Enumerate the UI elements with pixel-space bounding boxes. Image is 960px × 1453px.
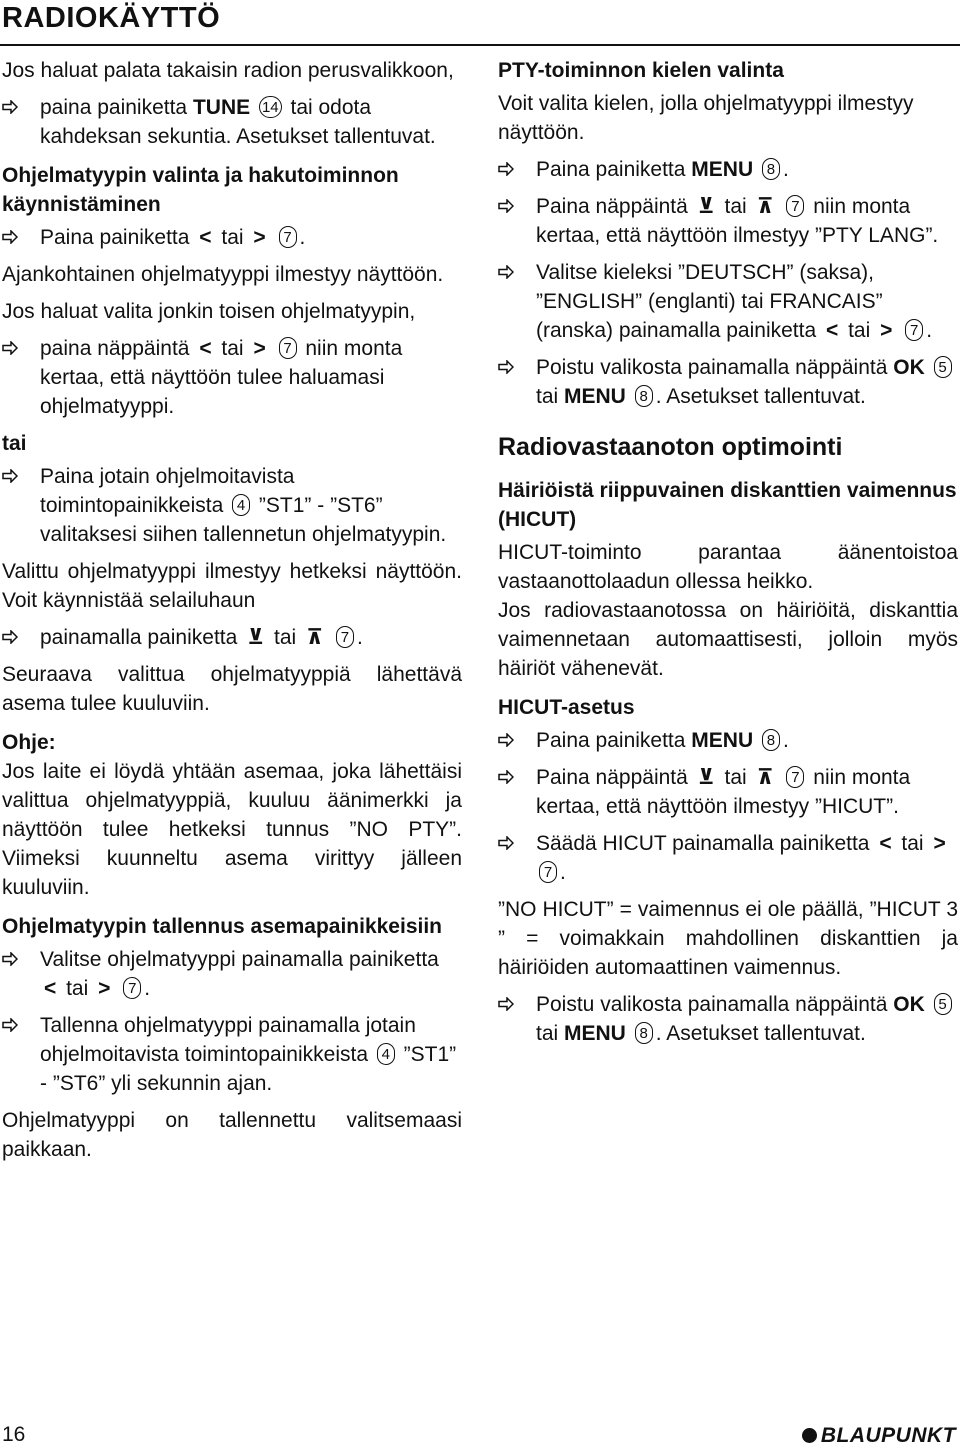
instruction-item [2,462,462,549]
instruction-text: tai [536,385,565,408]
arrow-icon [498,836,514,850]
key-number-badge: 4 [232,494,250,516]
right-arrow-key-icon: > [253,226,266,249]
key-number-badge: 14 [259,96,282,118]
paragraph: Valittu ohjelmatyyppi ilmestyy hetkeksi näyttöön. Voit käynnistää selailuhaun [2,560,462,612]
instruction-text: Säädä HICUT painamalla painiketta [536,832,876,855]
paragraph: Ajankohtainen ohjelmatyyppi ilmestyy näyttöön. [2,263,444,286]
up-key-icon: ⊼ [756,195,774,218]
button-name: OK [893,993,925,1016]
instruction-text: tai [536,1022,565,1045]
instruction-item [2,223,462,252]
key-number-badge: 8 [635,385,653,407]
left-arrow-key-icon: < [44,977,57,1000]
arrow-icon [498,162,514,176]
arrow-icon [2,1018,18,1032]
instruction-item [2,623,462,652]
note-text: Jos laite ei löydä yhtään asemaa, joka lähettäisi valittua ohjelmatyyppiä, kuuluu äänimerkki ja näyttöön tulee hetkeksi tunnus ”NO PTY”. Viimeksi kuunneltu asema virittyy jälleen kuuluviin. [2,760,462,899]
instruction-item [498,829,958,887]
instruction-text: niin monta kertaa, että näyttöön ilmestyy ”PTY LANG”. [536,195,939,247]
right-column [498,56,958,1056]
arrow-icon [2,100,18,114]
instruction-text: Paina näppäintä [536,766,694,789]
section-title: Radiovastaanoton optimointi [498,433,843,461]
key-number-badge: 5 [934,993,952,1015]
instruction-text: . Asetukset tallentuvat. [655,385,866,408]
instruction-text: paina painiketta [40,96,193,119]
instruction-text: . [356,626,363,649]
left-arrow-key-icon: < [199,226,212,249]
arrow-icon [498,360,514,374]
instruction-text: tai [718,195,753,218]
instruction-text: . [299,226,306,249]
instruction-item [498,763,958,821]
instruction-text: . [144,977,151,1000]
left-arrow-key-icon: < [825,319,839,342]
down-key-icon: ⊻ [697,766,715,789]
instruction-item [498,192,958,250]
instruction-text: tai odota kahdeksan sekuntia. Asetukset tallentuvat. [40,96,436,148]
button-name: MENU [691,158,754,181]
arrow-icon [498,265,514,279]
paragraph: Jos haluat palata takaisin radion perusvalikkoon, [2,59,454,82]
instruction-item [2,1011,462,1098]
arrow-icon [498,733,514,747]
instruction-text: niin monta kertaa, että näyttöön ilmestyy ”HICUT”. [536,766,911,818]
paragraph: Ohjelmatyyppi on tallennettu valitsemaasi paikkaan. [2,1109,462,1161]
instruction-text: . Asetukset tallentuvat. [655,1022,866,1045]
page-number: 16 [2,1423,26,1446]
instruction-item [498,990,958,1048]
right-arrow-key-icon: > [253,337,266,360]
instruction-item [2,334,462,421]
key-number-badge: 7 [123,977,141,999]
paragraph: Jos haluat valita jonkin toisen ohjelmatyypin, [2,300,416,323]
key-number-badge: 7 [786,766,804,788]
key-number-badge: 7 [786,195,804,217]
right-arrow-key-icon: > [98,977,111,1000]
instruction-item [2,93,462,151]
brand-dot-icon [802,1428,817,1443]
instruction-text: tai [842,319,877,342]
instruction-item [498,155,958,184]
paragraph: Seuraava valittua ohjelmatyyppiä lähettävä asema tulee kuuluviin. [2,663,462,715]
instruction-text: paina näppäintä [40,337,196,360]
instruction-text: tai [60,977,95,1000]
section-heading: PTY-toiminnon kielen valinta [498,59,784,82]
arrow-icon [2,341,18,355]
key-number-badge: 7 [539,861,557,883]
section-heading: HICUT-asetus [498,696,635,719]
instruction-text: Paina painiketta [536,729,692,752]
instruction-text: niin monta kertaa, että näyttöön tulee haluamasi ohjelmatyyppi. [40,337,403,418]
left-arrow-key-icon: < [879,832,892,855]
note-heading: Ohje: [2,731,56,754]
left-column [2,56,462,1172]
instruction-item [498,258,958,345]
instruction-text: . [782,729,789,752]
instruction-text: Valitse kieleksi ”DEUTSCH” (saksa), ”ENGLISH” (englanti) tai FRANCAIS” (ranska) painamalla painiketta [536,261,883,342]
key-number-badge: 7 [279,337,297,359]
instruction-text: painamalla painiketta [40,626,244,649]
arrow-icon [2,630,18,644]
instruction-text: tai [215,226,250,249]
button-name: MENU [564,1022,626,1045]
instruction-text: Tallenna ohjelmatyyppi painamalla jotain ohjelmoitavista toimintopainikkeista [40,1014,416,1066]
title-rule [0,44,960,46]
instruction-text: . [782,158,789,181]
button-name: TUNE [192,96,251,119]
instruction-item [498,353,958,411]
paragraph: Voit valita kielen, jolla ohjelmatyyppi ilmestyy näyttöön. [498,92,914,144]
paragraph: ”NO HICUT” = vaimennus ei ole päällä, ”HICUT 3 ” = voimakkain mahdollinen diskanttien ja häiriöiden automaattinen vaimennus. [498,898,958,979]
instruction-item [2,945,462,1003]
instruction-text: . [926,319,933,342]
down-key-icon: ⊻ [697,195,715,218]
instruction-text: tai [268,626,303,649]
instruction-text: tai [215,337,250,360]
instruction-text: Poistu valikosta painamalla näppäintä [536,993,894,1016]
instruction-text: . [560,861,566,884]
button-name: MENU [691,729,754,752]
brand-logo [802,1424,956,1448]
key-number-badge: 8 [762,158,780,180]
arrow-icon [498,770,514,784]
instruction-text: ”ST1” - ”ST6” yli sekunnin ajan. [40,1043,457,1095]
instruction-text: Valitse ohjelmatyyppi painamalla painiketta [40,948,439,971]
or-label: tai [2,432,27,455]
key-number-badge: 4 [377,1043,395,1065]
button-name: OK [893,356,925,379]
left-arrow-key-icon: < [199,337,212,360]
arrow-icon [498,997,514,1011]
up-key-icon: ⊼ [306,626,324,649]
key-number-badge: 7 [905,319,923,341]
arrow-icon [2,952,18,966]
instruction-item [498,726,958,755]
button-name: MENU [564,385,626,408]
instruction-text: Paina painiketta [536,158,692,181]
paragraph: Jos radiovastaanotossa on häiriöitä, diskanttia vaimennetaan automaattisesti, jolloin myös häiriöt vähenevät. [498,599,958,680]
arrow-icon [2,230,18,244]
arrow-icon [2,469,18,483]
key-number-badge: 7 [336,626,354,648]
instruction-text: Paina jotain ohjelmoitavista toimintopainikkeista [40,465,295,517]
instruction-text: Poistu valikosta painamalla näppäintä [536,356,894,379]
section-heading: Ohjelmatyypin tallennus asemapainikkeisiin [2,915,442,938]
instruction-text: ”ST1” - ”ST6” valitaksesi siihen tallennetun ohjelmatyypin. [40,494,447,546]
arrow-icon [498,199,514,213]
key-number-badge: 8 [635,1022,653,1044]
key-number-badge: 8 [762,729,780,751]
instruction-text: tai [718,766,753,789]
right-arrow-key-icon: > [880,319,893,342]
instruction-text: tai [895,832,930,855]
key-number-badge: 5 [934,356,952,378]
section-heading: Häiriöistä riippuvainen diskanttien vaimennus (HICUT) [498,479,957,531]
paragraph: HICUT-toiminto parantaa äänentoistoa vastaanottolaadun ollessa heikko. [498,541,958,593]
brand-name: BLAUPUNKT [820,1424,956,1447]
instruction-text: Paina näppäintä [536,195,694,218]
page-title: RADIOKÄYTTÖ [2,2,221,34]
down-key-icon: ⊻ [247,626,265,649]
right-arrow-key-icon: > [933,832,946,855]
section-heading: Ohjelmatyypin valinta ja hakutoiminnon käynnistäminen [2,164,399,216]
key-number-badge: 7 [279,226,297,248]
up-key-icon: ⊼ [756,766,774,789]
instruction-text: Paina painiketta [40,226,196,249]
